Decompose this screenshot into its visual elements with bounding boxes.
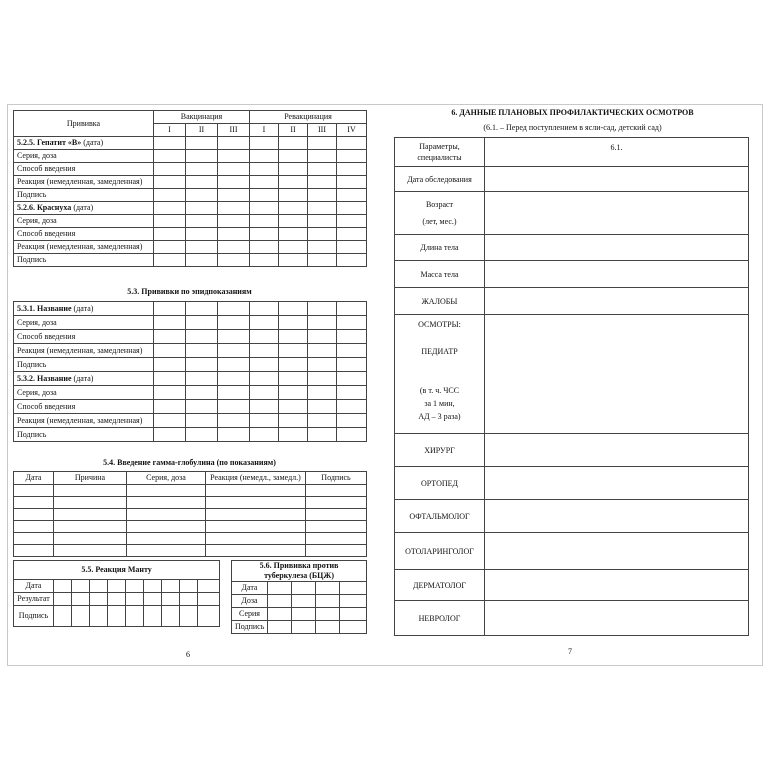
page-number-right: 7 bbox=[568, 647, 572, 656]
col-6-1: 6.1. bbox=[485, 138, 749, 167]
hepatitis-row bbox=[14, 137, 367, 150]
revac-col-4: IV bbox=[337, 124, 367, 137]
revac-col-3: III bbox=[308, 124, 337, 137]
row-complaints: ЖАЛОБЫ bbox=[395, 288, 485, 315]
exams-table bbox=[394, 137, 749, 636]
col-privivka: Прививка bbox=[14, 111, 154, 137]
mantu-row-result: Результат bbox=[14, 593, 54, 606]
epid-item-1 bbox=[14, 302, 367, 316]
row-length: Длина тела bbox=[395, 235, 485, 261]
hepatitis-num: 5.2.5. bbox=[17, 138, 35, 147]
row-mass: Масса тела bbox=[395, 261, 485, 288]
label-exams: ОСМОТРЫ: bbox=[418, 320, 461, 329]
row-neurologist: НЕВРОЛОГ bbox=[395, 601, 485, 636]
mantu-table bbox=[13, 560, 220, 627]
bcg-title-line1: 5.6. Прививка против bbox=[259, 561, 339, 570]
epid-item2-name: Название bbox=[37, 373, 72, 383]
exams-title: 6. ДАННЫЕ ПЛАНОВЫХ ПРОФИЛАКТИЧЕСКИХ ОСМОТРОВ bbox=[451, 108, 694, 117]
row-series: Серия, доза bbox=[14, 386, 154, 400]
bcg-row-date: Дата bbox=[232, 582, 268, 595]
row-ophthalmologist: ОФТАЛЬМОЛОГ bbox=[395, 500, 485, 533]
row-age-unit: (лет, мес.) bbox=[422, 217, 457, 226]
bcg-row-series: Серия bbox=[232, 608, 268, 621]
row-method: Способ введения bbox=[14, 400, 154, 414]
row-signature: Подпись bbox=[14, 358, 154, 372]
row-method: Способ введения bbox=[14, 228, 154, 241]
bcg-row-signature: Подпись bbox=[232, 621, 268, 634]
epid-item2-num: 5.3.2. bbox=[17, 373, 35, 383]
row-pediatr bbox=[395, 315, 485, 434]
bcg-table bbox=[231, 560, 367, 634]
bcg-row-dose: Доза bbox=[232, 595, 268, 608]
row-method: Способ введения bbox=[14, 163, 154, 176]
gamma-col-series: Серия, доза bbox=[127, 472, 206, 485]
pediatr-note-3: АД – 3 раза) bbox=[418, 412, 461, 421]
row-reaction: Реакция (немедленная, замедленная) bbox=[14, 344, 154, 358]
epid-title: 5.3. Прививки по эпидпоказаниям bbox=[127, 287, 252, 296]
epid-item1-name: Название bbox=[37, 303, 72, 313]
mantu-row-signature: Подпись bbox=[14, 606, 54, 627]
bcg-title-line2: туберкулеза (БЦЖ) bbox=[264, 571, 334, 580]
row-series: Серия, доза bbox=[14, 215, 154, 228]
revac-col-2: II bbox=[279, 124, 308, 137]
gamma-col-reason: Причина bbox=[54, 472, 127, 485]
row-signature: Подпись bbox=[14, 189, 154, 202]
row-dermatologist: ДЕРМАТОЛОГ bbox=[395, 570, 485, 601]
epid-item1-num: 5.3.1. bbox=[17, 303, 35, 313]
vaccination-table bbox=[13, 110, 367, 267]
vac-col-1: I bbox=[154, 124, 186, 137]
row-exam-date: Дата обследования bbox=[395, 167, 485, 192]
params-header-line1: Параметры, bbox=[419, 142, 460, 151]
hepatitis-suffix: (дата) bbox=[81, 138, 104, 147]
vac-col-2: II bbox=[186, 124, 218, 137]
exams-subtitle: (6.1. – Перед поступлением в ясли-сад, детский сад) bbox=[483, 123, 662, 132]
row-reaction: Реакция (немедленная, замедленная) bbox=[14, 241, 154, 254]
rubella-row bbox=[14, 202, 367, 215]
row-reaction: Реакция (немедленная, замедленная) bbox=[14, 414, 154, 428]
row-age: Возраст bbox=[425, 200, 454, 209]
row-series: Серия, доза bbox=[14, 316, 154, 330]
row-signature: Подпись bbox=[14, 428, 154, 442]
row-orthopedist: ОРТОПЕД bbox=[395, 467, 485, 500]
epid-item2-suffix: (дата) bbox=[71, 373, 94, 383]
epid-item1-suffix: (дата) bbox=[71, 303, 94, 313]
rubella-num: 5.2.6. bbox=[17, 203, 35, 212]
hepatitis-name: Гепатит «В» bbox=[37, 138, 82, 147]
mantu-row-date: Дата bbox=[14, 580, 54, 593]
params-header-line2: специалисты bbox=[417, 153, 462, 162]
page-number-left: 6 bbox=[186, 650, 190, 659]
gamma-col-signature: Подпись bbox=[306, 472, 367, 485]
gamma-table bbox=[13, 471, 367, 557]
bcg-title bbox=[232, 561, 367, 582]
gamma-col-date: Дата bbox=[14, 472, 54, 485]
rubella-name: Краснуха bbox=[37, 203, 72, 212]
col-revaccination: Ревакцинация bbox=[250, 111, 367, 124]
gamma-title: 5.4. Введение гамма-глобулина (по показаниям) bbox=[103, 458, 276, 467]
epid-item-2 bbox=[14, 372, 367, 386]
rubella-suffix: (дата) bbox=[71, 203, 94, 212]
row-method: Способ введения bbox=[14, 330, 154, 344]
row-series: Серия, доза bbox=[14, 150, 154, 163]
row-reaction: Реакция (немедленная, замедленная) bbox=[14, 176, 154, 189]
mantu-title: 5.5. Реакция Манту bbox=[14, 561, 220, 580]
revac-col-1: I bbox=[250, 124, 279, 137]
pediatr-note-2: за 1 мин, bbox=[424, 399, 455, 408]
row-surgeon: ХИРУРГ bbox=[395, 434, 485, 467]
row-signature: Подпись bbox=[14, 254, 154, 267]
vac-col-3: III bbox=[218, 124, 250, 137]
epid-table bbox=[13, 301, 367, 442]
gamma-col-reaction: Реакция (немедл., замедл.) bbox=[206, 472, 306, 485]
label-pediatr: ПЕДИАТР bbox=[421, 347, 458, 356]
row-otolaryngologist: ОТОЛАРИНГОЛОГ bbox=[395, 533, 485, 570]
pediatr-note-1: (в т. ч. ЧСС bbox=[419, 386, 460, 395]
col-vaccination: Вакцинация bbox=[154, 111, 250, 124]
